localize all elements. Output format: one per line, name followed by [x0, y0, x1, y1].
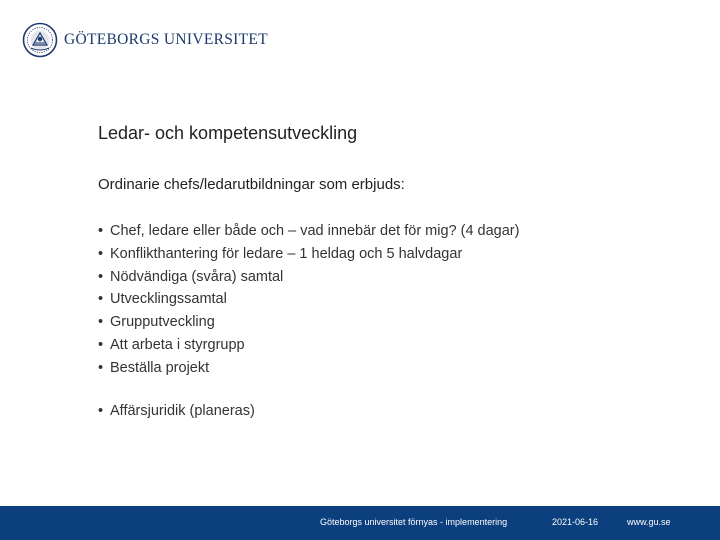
course-list	[98, 220, 519, 380]
university-logo	[22, 22, 268, 58]
bullet: •	[98, 291, 104, 308]
list-item	[98, 288, 519, 311]
list-item	[98, 400, 255, 422]
list-item-text: Konflikthantering för ledare – 1 heldag och 5 halvdagar	[110, 245, 463, 262]
list-item	[98, 220, 519, 243]
footer-url-link[interactable]: www.gu.se	[627, 517, 671, 527]
bullet: •	[98, 336, 104, 353]
footer-date: 2021-06-16	[552, 517, 599, 527]
list-item-text: Att arbeta i styrgrupp	[110, 336, 245, 353]
bullet: •	[98, 268, 104, 285]
university-name: GÖTEBORGS UNIVERSITET	[64, 31, 268, 48]
bullet: •	[98, 359, 104, 376]
list-item-text: Beställa projekt	[110, 359, 210, 376]
list-item	[98, 266, 519, 289]
bullet: •	[98, 245, 104, 262]
list-item-text: Utvecklingssamtal	[110, 291, 227, 308]
list-item	[98, 311, 519, 334]
footer-text: Göteborgs universitet förnyas - implementering	[320, 517, 508, 527]
university-seal-icon	[22, 22, 58, 58]
footer-bar	[0, 506, 720, 540]
list-item	[98, 334, 519, 357]
bullet: •	[98, 314, 104, 331]
planned-course-list	[98, 400, 255, 422]
page-title: Ledar- och kompetensutveckling	[98, 123, 358, 143]
list-item-text: Grupputveckling	[110, 314, 215, 331]
list-item	[98, 243, 519, 266]
list-item-text: Nödvändiga (svåra) samtal	[110, 268, 284, 285]
section-subtitle: Ordinarie chefs/ledarutbildningar som erbjuds:	[98, 176, 405, 193]
list-item	[98, 357, 519, 380]
list-item-text: Chef, ledare eller både och – vad innebär det för mig? (4 dagar)	[110, 223, 520, 239]
list-item-text: Affärsjuridik (planeras)	[110, 403, 255, 419]
bullet: •	[98, 223, 104, 239]
bullet: •	[98, 403, 104, 419]
